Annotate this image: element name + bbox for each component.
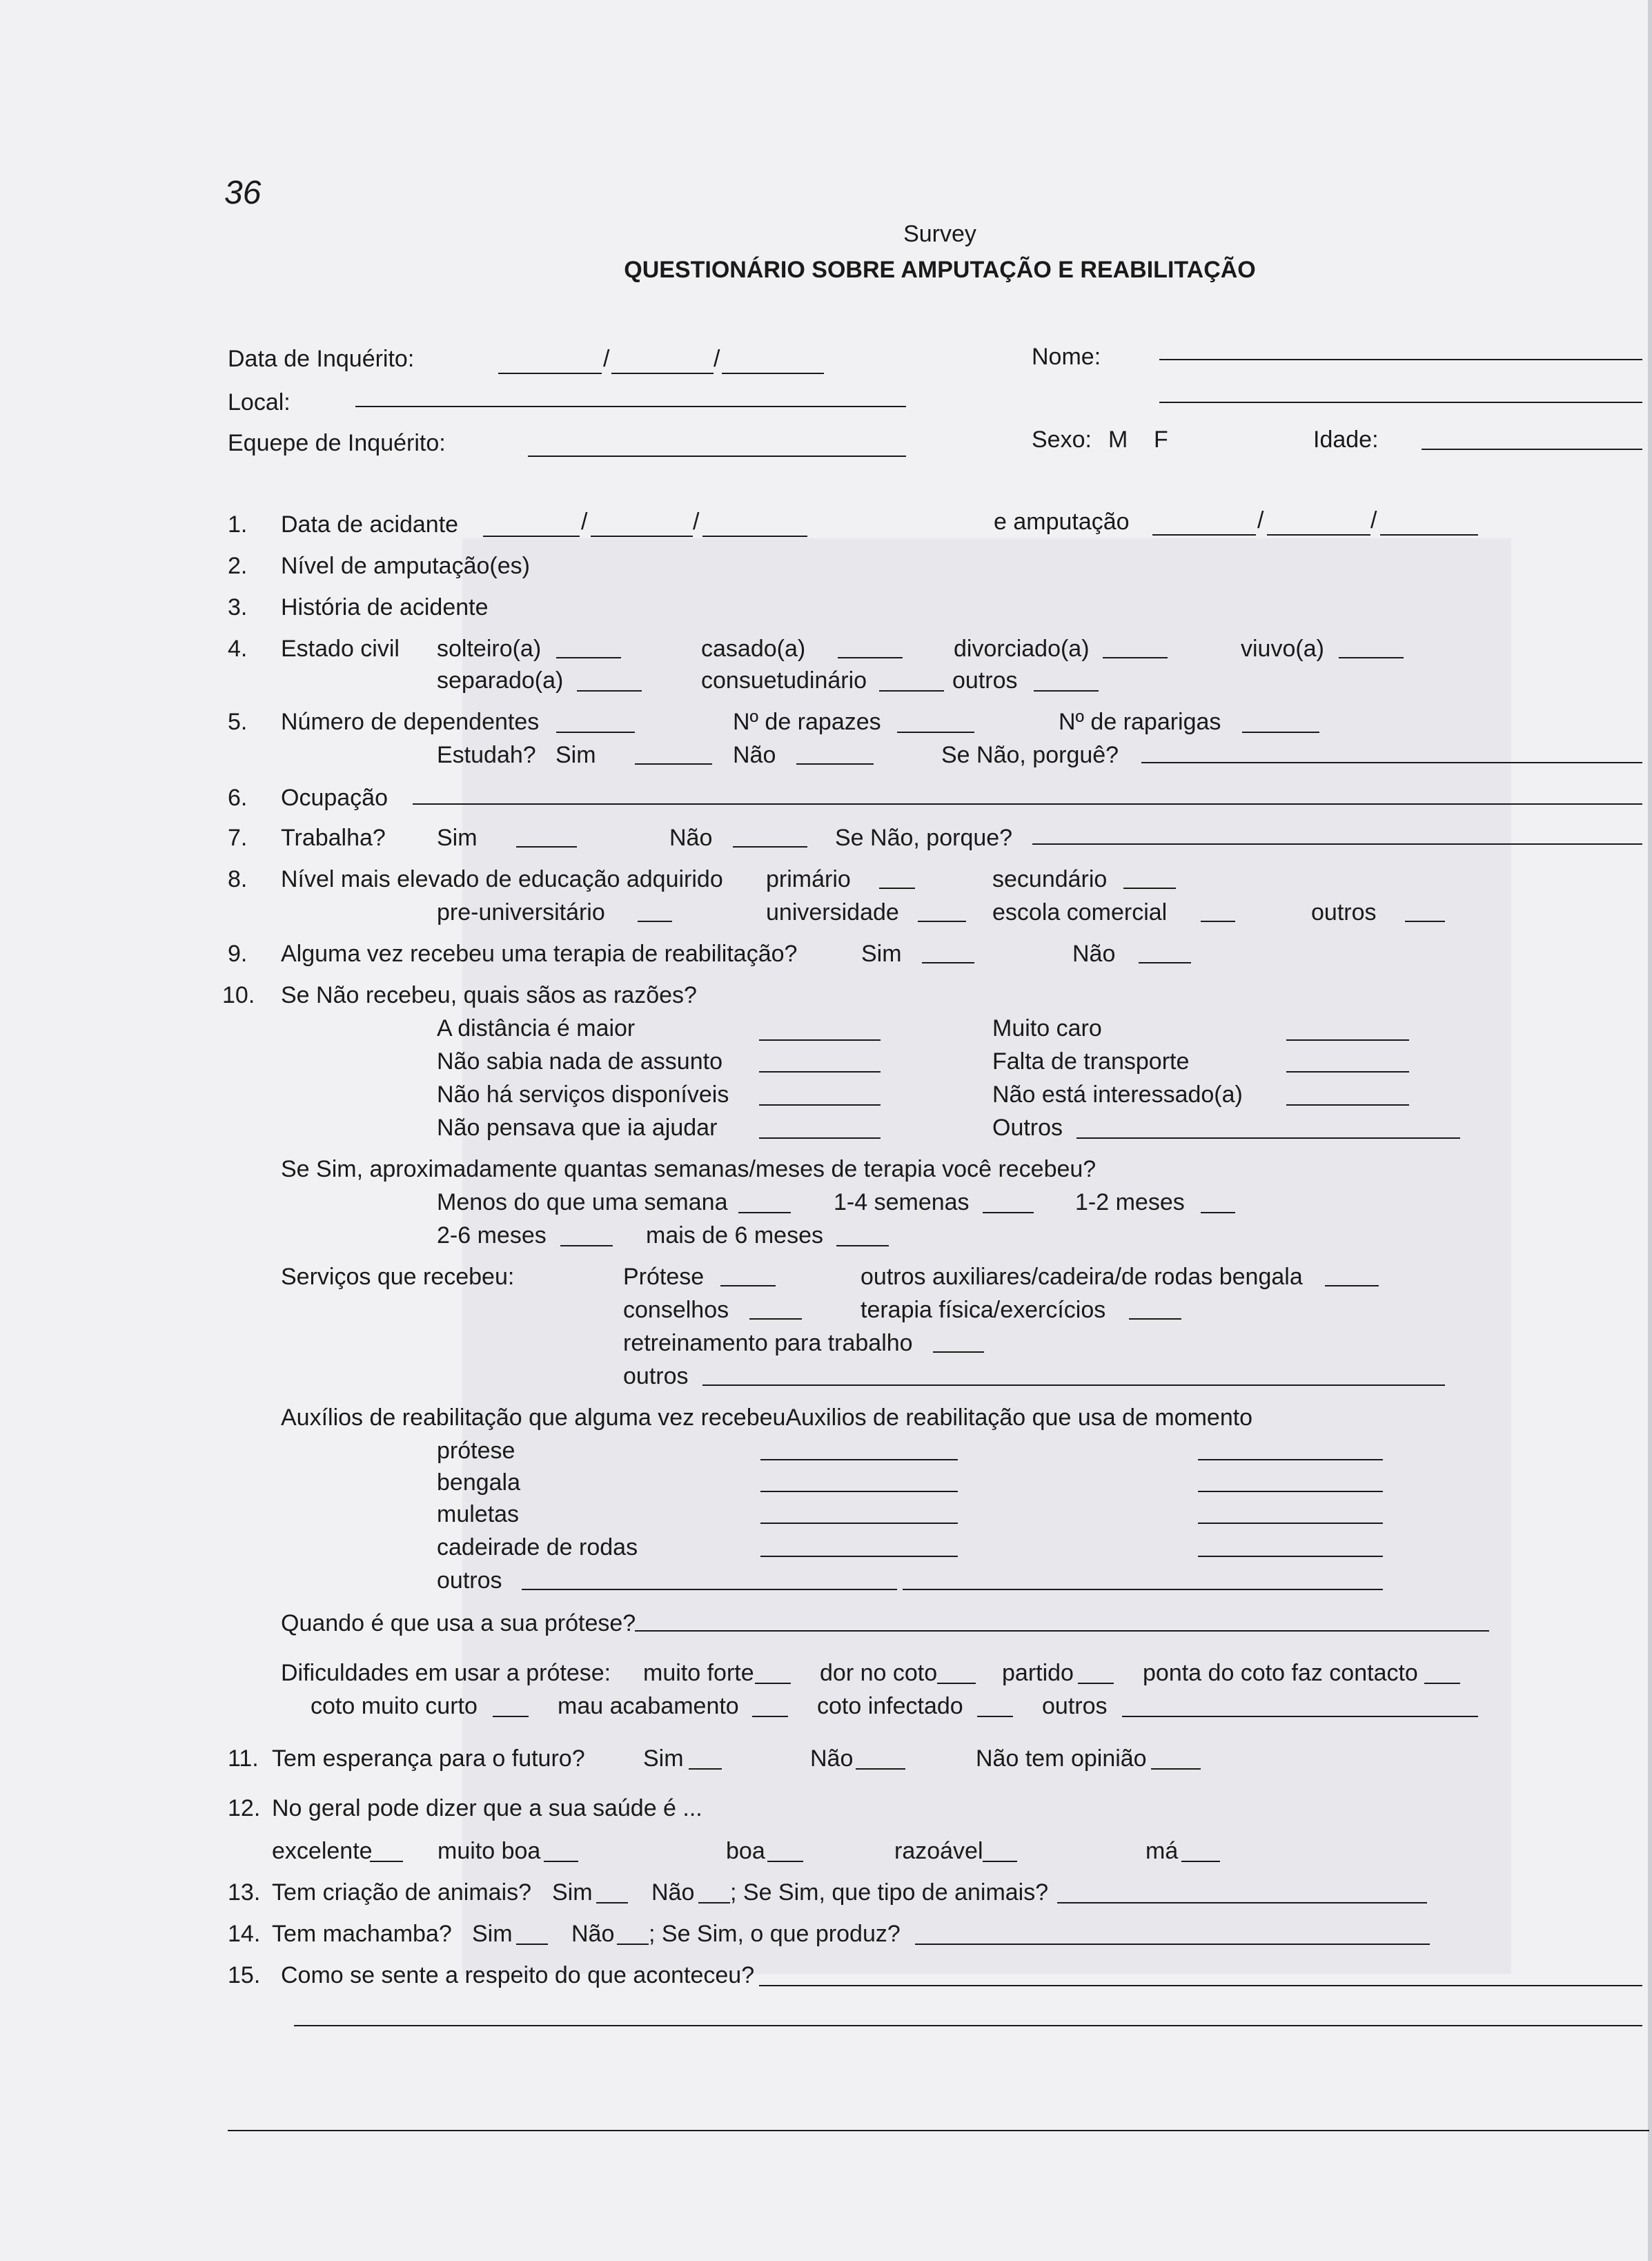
team-label: Equepe de Inquérito:: [228, 430, 446, 456]
q7-label: Trabalha?: [281, 825, 386, 851]
q10-1-4-weeks: 1-4 semenas: [834, 1189, 970, 1215]
q12-good-blank[interactable]: [767, 1861, 803, 1862]
q5-why-not: Se Não, porguê?: [941, 742, 1119, 768]
q14-produce-blank[interactable]: [915, 1944, 1430, 1945]
q8-secondary: secundário: [992, 866, 1108, 892]
q4-single: solteiro(a): [437, 636, 542, 662]
team-blank[interactable]: [528, 456, 906, 457]
age-label: Idade:: [1313, 427, 1379, 453]
q10-retraining: retreinamento para trabalho: [623, 1330, 913, 1356]
q10-aid-prosthesis-current-blank[interactable]: [1198, 1459, 1383, 1460]
q10-short-stump-blank[interactable]: [493, 1716, 529, 1717]
q5-study-yes-blank[interactable]: [635, 763, 712, 765]
sex-label: Sexo:: [1032, 427, 1092, 453]
q15-label: Como se sente a respeito do que aconteceu?: [281, 1962, 755, 1988]
q15-feeling-blank-2[interactable]: [294, 2025, 1642, 2026]
q10-aid-other-received-blank[interactable]: [522, 1589, 897, 1590]
q10-no-services-blank[interactable]: [759, 1104, 881, 1106]
q4-married-blank[interactable]: [838, 657, 903, 658]
q10-infected-blank[interactable]: [977, 1716, 1013, 1717]
q13-yes-blank[interactable]: [596, 1902, 628, 1903]
date-day-blank[interactable]: [498, 373, 602, 374]
q14-yes: Sim: [472, 1921, 513, 1947]
q6-number: 6.: [228, 785, 248, 811]
q8-university-blank[interactable]: [918, 921, 966, 922]
q10-less-week-blank[interactable]: [738, 1212, 791, 1213]
q5-study-no: Não: [733, 742, 776, 768]
q2-label: Nível de amputação(es): [281, 553, 530, 579]
q10-retraining-blank[interactable]: [933, 1351, 984, 1353]
q10-prosthesis: Prótese: [623, 1264, 705, 1290]
q10-more-6-months: mais de 6 meses: [646, 1222, 823, 1249]
q10-aux-other-blank[interactable]: [1325, 1285, 1379, 1286]
q11-yes: Sim: [643, 1745, 684, 1772]
q10-tip-contact-blank[interactable]: [1424, 1683, 1460, 1684]
q12-excellent-blank[interactable]: [370, 1861, 403, 1862]
q5-study: Estudah?: [437, 742, 536, 768]
q8-commercial: escola comercial: [992, 899, 1168, 926]
q10-aid-crutches: muletas: [437, 1501, 520, 1527]
q13-no: Não: [651, 1879, 695, 1906]
q4-married: casado(a): [701, 636, 806, 662]
q8-other-blank[interactable]: [1405, 921, 1445, 922]
q10-physio: terapia física/exercícios: [861, 1297, 1106, 1323]
q14-label: Tem machamba?: [272, 1921, 452, 1947]
date-slash: /: [581, 509, 588, 535]
q10-aid-wheelchair-received-blank[interactable]: [760, 1556, 958, 1557]
q10-aid-cane: bengala: [437, 1469, 521, 1496]
q12-very-good-blank[interactable]: [544, 1861, 578, 1862]
q10-didnt-know-blank[interactable]: [759, 1071, 881, 1073]
q13-yes: Sim: [552, 1879, 593, 1906]
q9-no: Não: [1072, 941, 1116, 967]
q1-month-blank[interactable]: [591, 536, 693, 537]
q8-preuni: pre-universitário: [437, 899, 605, 926]
q4-customary-blank[interactable]: [879, 690, 944, 692]
date-year-blank[interactable]: [722, 373, 824, 374]
q10-not-interested-blank[interactable]: [1286, 1104, 1409, 1106]
q1-amp-month-blank[interactable]: [1267, 534, 1370, 536]
q5-girls: Nº de raparigas: [1059, 709, 1221, 735]
q10-broken: partido: [1002, 1660, 1074, 1686]
age-blank[interactable]: [1422, 449, 1642, 450]
q11-no: Não: [810, 1745, 854, 1772]
q1-label: Data de acidante: [281, 511, 459, 538]
q13-animals-blank[interactable]: [1057, 1902, 1427, 1903]
q10-prosthesis-blank[interactable]: [720, 1285, 776, 1286]
q12-excellent: excelente: [272, 1838, 373, 1864]
q5-number: 5.: [228, 709, 248, 735]
q11-number: 11.: [228, 1745, 259, 1772]
q7-no-blank[interactable]: [733, 846, 807, 848]
q10-aid-cane-received-blank[interactable]: [760, 1491, 958, 1492]
q10-when-use-blank[interactable]: [635, 1630, 1489, 1632]
q10-others: Outros: [992, 1115, 1063, 1141]
q10-services-other: outros: [623, 1363, 689, 1389]
q7-why-not-blank[interactable]: [1032, 843, 1642, 845]
q10-poor-finish-blank[interactable]: [752, 1716, 788, 1717]
q8-secondary-blank[interactable]: [1123, 888, 1176, 889]
q8-university: universidade: [766, 899, 899, 926]
q11-no-opinion-blank[interactable]: [1151, 1768, 1201, 1770]
date-slash: /: [1257, 507, 1264, 534]
q9-yes: Sim: [861, 941, 902, 967]
q10-physio-blank[interactable]: [1129, 1318, 1181, 1320]
q14-no-blank[interactable]: [617, 1944, 649, 1945]
q7-no: Não: [669, 825, 713, 851]
q10-distance: A distância é maior: [437, 1015, 636, 1041]
q8-other: outros: [1311, 899, 1377, 926]
q10-stump-pain: dor no coto: [820, 1660, 938, 1686]
q3-number: 3.: [228, 594, 248, 620]
q10-short-stump: coto muito curto: [311, 1693, 478, 1719]
q12-bad: má: [1145, 1838, 1179, 1864]
name-label: Nome:: [1032, 344, 1101, 370]
q4-divorced-blank[interactable]: [1103, 657, 1168, 658]
q13-no-blank[interactable]: [698, 1902, 730, 1903]
q5-study-no-blank[interactable]: [796, 763, 874, 765]
q11-no-opinion: Não tem opinião: [976, 1745, 1147, 1772]
q4-other-blank[interactable]: [1034, 690, 1099, 692]
q10-broken-blank[interactable]: [1078, 1683, 1114, 1684]
q7-yes: Sim: [437, 825, 478, 851]
q14-number: 14.: [228, 1921, 261, 1947]
q4-customary: consuetudinário: [701, 667, 867, 694]
q10-diff-other: outros: [1042, 1693, 1108, 1719]
q10-transport-blank[interactable]: [1286, 1071, 1409, 1073]
q15-number: 15.: [228, 1962, 261, 1988]
q14-no: Não: [571, 1921, 615, 1947]
name-blank-2[interactable]: [1159, 402, 1642, 403]
date-slash: /: [603, 346, 610, 372]
q6-label: Ocupação: [281, 785, 388, 811]
q10-too-tight-blank[interactable]: [755, 1683, 791, 1684]
q10-others-blank[interactable]: [1076, 1137, 1460, 1139]
q4-number: 4.: [228, 636, 248, 662]
q10-poor-finish: mau acabamento: [558, 1693, 739, 1719]
q12-bad-blank[interactable]: [1181, 1861, 1220, 1862]
q8-preuni-blank[interactable]: [638, 921, 672, 922]
q8-primary: primário: [766, 866, 851, 892]
q10-label: Se Não recebeu, quais sãos as razões?: [281, 982, 697, 1008]
q10-aux-other: outros auxiliares/cadeira/de rodas bengala: [861, 1264, 1303, 1290]
q10-tip-contact: ponta do coto faz contacto: [1143, 1660, 1418, 1686]
date-label: Data de Inquérito:: [228, 346, 415, 372]
q8-commercial-blank[interactable]: [1201, 921, 1235, 922]
q11-yes-blank[interactable]: [689, 1768, 722, 1770]
q10-too-tight: muito forte: [643, 1660, 754, 1686]
q13-number: 13.: [228, 1879, 261, 1906]
q8-label: Nível mais elevado de educação adquirido: [281, 866, 723, 892]
q3-label: História de acidente: [281, 594, 489, 620]
q10-no-services: Não há serviços disponíveis: [437, 1081, 729, 1108]
q10-expensive-blank[interactable]: [1286, 1039, 1409, 1041]
page-number: 36: [224, 175, 262, 211]
q12-very-good: muito boa: [437, 1838, 541, 1864]
page-bottom-rule: [228, 2130, 1649, 2131]
q10-counselling-blank[interactable]: [749, 1318, 802, 1320]
q1-day-blank[interactable]: [483, 536, 580, 537]
location-blank[interactable]: [355, 406, 906, 407]
survey-label: Survey: [903, 221, 976, 247]
q5-dependents-blank[interactable]: [556, 732, 635, 733]
q6-occupation-blank[interactable]: [413, 803, 1642, 805]
q12-reasonable-blank[interactable]: [983, 1861, 1017, 1862]
q12-reasonable: razoável: [894, 1838, 983, 1864]
q10-services-label: Serviços que recebeu:: [281, 1264, 515, 1290]
q4-single-blank[interactable]: [556, 657, 621, 658]
q1-number: 1.: [228, 511, 248, 538]
q14-yes-blank[interactable]: [516, 1944, 548, 1945]
q12-number: 12.: [228, 1795, 261, 1821]
q14-if-yes: ; Se Sim, o que produz?: [649, 1921, 901, 1947]
q10-1-2-months: 1-2 meses: [1075, 1189, 1185, 1215]
date-month-blank[interactable]: [611, 373, 714, 374]
q2-number: 2.: [228, 553, 248, 579]
q11-label: Tem esperança para o futuro?: [272, 1745, 585, 1772]
q7-number: 7.: [228, 825, 248, 851]
q10-infected: coto infectado: [817, 1693, 963, 1719]
q13-label: Tem criação de animais?: [272, 1879, 532, 1906]
q10-aid-wheelchair: cadeirade de rodas: [437, 1534, 638, 1560]
q10-aid-other-current-blank[interactable]: [903, 1589, 1383, 1590]
q4-widowed: viuvo(a): [1241, 636, 1324, 662]
q5-why-not-blank[interactable]: [1141, 762, 1642, 763]
q10-not-interested: Não está interessado(a): [992, 1081, 1243, 1108]
q10-if-yes: Se Sim, aproximadamente quantas semanas/meses de terapia você recebeu?: [281, 1156, 1097, 1182]
q10-wouldnt-help: Não pensava que ia ajudar: [437, 1115, 718, 1141]
q10-aid-cane-current-blank[interactable]: [1198, 1491, 1383, 1492]
q10-transport: Falta de transporte: [992, 1048, 1190, 1075]
q1-year-blank[interactable]: [702, 536, 807, 537]
q12-label: No geral pode dizer que a sua saúde é ...: [272, 1795, 702, 1821]
q1-amputation-label: e amputação: [994, 509, 1130, 535]
q8-number: 8.: [228, 866, 248, 892]
q4-separated: separado(a): [437, 667, 564, 694]
q10-aid-wheelchair-current-blank[interactable]: [1198, 1556, 1383, 1557]
q10-aids-header: Auxílios de reabilitação que alguma vez recebeuAuxilios de reabilitação que usa de momento: [281, 1404, 1253, 1431]
q10-1-2-months-blank[interactable]: [1201, 1212, 1235, 1213]
q10-number: 10.: [222, 982, 255, 1008]
q4-widowed-blank[interactable]: [1339, 657, 1404, 658]
q10-aid-prosthesis: prótese: [437, 1438, 515, 1464]
q7-yes-blank[interactable]: [516, 846, 577, 848]
q1-amp-year-blank[interactable]: [1380, 534, 1478, 536]
q9-number: 9.: [228, 941, 248, 967]
q10-aid-prosthesis-received-blank[interactable]: [760, 1459, 958, 1460]
q12-good: boa: [726, 1838, 765, 1864]
sex-f[interactable]: F: [1154, 427, 1168, 453]
sex-m[interactable]: M: [1108, 427, 1128, 453]
q10-more-6-months-blank[interactable]: [836, 1245, 889, 1246]
location-label: Local:: [228, 389, 291, 415]
q4-label: Estado civil: [281, 636, 400, 662]
q11-no-blank[interactable]: [856, 1768, 905, 1770]
q5-girls-blank[interactable]: [1242, 732, 1319, 733]
q9-label: Alguma vez recebeu uma terapia de reabilitação?: [281, 941, 798, 967]
q9-no-blank[interactable]: [1139, 962, 1191, 963]
q9-yes-blank[interactable]: [922, 962, 974, 963]
q4-divorced: divorciado(a): [954, 636, 1090, 662]
q1-amp-day-blank[interactable]: [1152, 534, 1256, 536]
q5-boys-blank[interactable]: [897, 732, 974, 733]
page-title: QUESTIONÁRIO SOBRE AMPUTAÇÃO E REABILITAÇÃO: [624, 257, 1256, 283]
q10-expensive: Muito caro: [992, 1015, 1102, 1041]
q10-stump-pain-blank[interactable]: [937, 1683, 976, 1684]
q8-primary-blank[interactable]: [879, 888, 915, 889]
q5-label: Número de dependentes: [281, 709, 540, 735]
q10-2-6-months: 2-6 meses: [437, 1222, 547, 1249]
q10-distance-blank[interactable]: [759, 1039, 881, 1041]
q5-study-yes: Sim: [555, 742, 596, 768]
q10-services-other-blank[interactable]: [702, 1384, 1445, 1386]
q10-aid-crutches-received-blank[interactable]: [760, 1523, 958, 1524]
q10-diff-other-blank[interactable]: [1122, 1716, 1478, 1717]
page-edge: [1648, 0, 1652, 2261]
q5-boys: Nº de rapazes: [733, 709, 881, 735]
q7-why-not: Se Não, porque?: [835, 825, 1013, 851]
date-slash: /: [693, 509, 700, 535]
q10-didnt-know: Não sabia nada de assunto: [437, 1048, 722, 1075]
q10-less-week: Menos do que uma semana: [437, 1189, 728, 1215]
q10-2-6-months-blank[interactable]: [560, 1245, 613, 1246]
date-slash: /: [1370, 507, 1377, 534]
q4-separated-blank[interactable]: [577, 690, 642, 692]
q10-counselling: conselhos: [623, 1297, 729, 1323]
name-blank[interactable]: [1159, 359, 1642, 360]
date-slash: /: [714, 346, 720, 372]
q10-aid-crutches-current-blank[interactable]: [1198, 1523, 1383, 1524]
q10-difficulties: Dificuldades em usar a prótese:: [281, 1660, 611, 1686]
q4-other: outros: [952, 667, 1018, 694]
q10-1-4-weeks-blank[interactable]: [983, 1212, 1034, 1213]
q10-aid-other: outros: [437, 1567, 502, 1594]
q13-if-yes: ; Se Sim, que tipo de animais?: [730, 1879, 1049, 1906]
q10-when-use: Quando é que usa a sua prótese?: [281, 1610, 636, 1636]
q10-wouldnt-help-blank[interactable]: [759, 1137, 881, 1139]
q15-feeling-blank[interactable]: [759, 1985, 1642, 1986]
